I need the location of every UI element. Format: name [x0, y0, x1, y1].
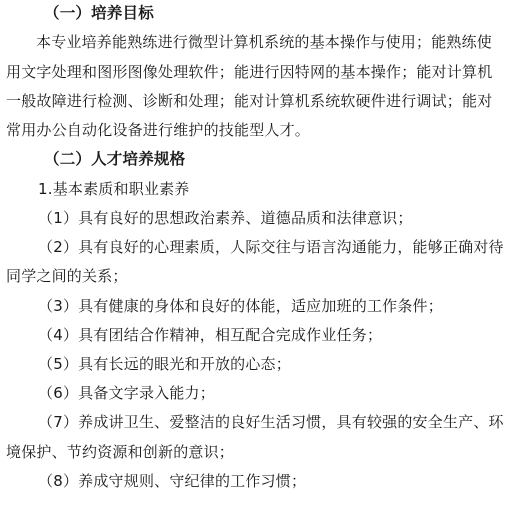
goal-heading: （一）培养目标 — [44, 4, 154, 22]
list-item-2: （2）具有良好的心理素质，人际交往与语言沟通能力，能够正确对待 — [38, 238, 504, 256]
list-item-8: （8）养成守规则、守纪律的工作习惯； — [38, 472, 307, 490]
list-item-6: （6）具备文字录入能力； — [38, 384, 215, 402]
goal-paragraph-line-3: 一般故障进行检测、诊断和处理；能对计算机系统软硬件进行调试；能对 — [6, 92, 493, 110]
goal-paragraph-line-2: 用文字处理和图形图像处理软件；能进行因特网的基本操作；能对计算机 — [6, 63, 493, 81]
list-item-5: （5）具有长远的眼光和开放的心态； — [38, 355, 291, 373]
goal-paragraph-line-1: 本专业培养能熟练进行微型计算机系统的基本操作与使用；能熟练使 — [36, 33, 493, 51]
list-item-2-continued: 同学之间的关系； — [6, 267, 128, 285]
goal-paragraph-line-4: 常用办公自动化设备进行维护的技能型人才。 — [6, 121, 311, 139]
list-item-7: （7）养成讲卫生、爱整洁的良好生活习惯，具有较强的安全生产、环 — [38, 413, 504, 431]
list-item-3: （3）具有健康的身体和良好的体能，适应加班的工作条件； — [38, 297, 443, 315]
sub-heading: 1.基本素质和职业素养 — [38, 180, 190, 198]
spec-heading: （二）人才培养规格 — [44, 150, 186, 168]
list-item-4: （4）具有团结合作精神，相互配合完成作业任务； — [38, 326, 383, 344]
list-item-7-continued: 境保护、节约资源和创新的意识； — [6, 443, 235, 461]
list-item-1: （1）具有良好的思想政治素养、道德品质和法律意识； — [38, 209, 413, 227]
